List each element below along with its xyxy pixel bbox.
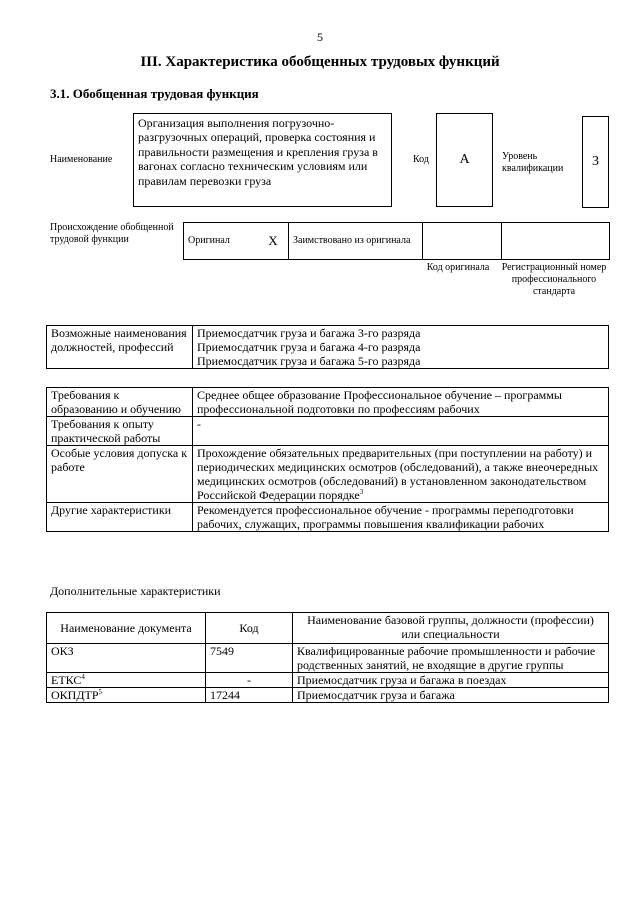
- code-original-caption: Код оригинала: [426, 262, 490, 273]
- level-label: Уровень квалификации: [502, 151, 564, 174]
- origin-label: Происхождение обобщенной трудовой функции: [50, 222, 174, 245]
- table-row: [47, 688, 609, 703]
- borrowed-label: Заимствовано из оригинала: [289, 223, 423, 260]
- name-cell: Квалифицированные рабочие промышленности и рабочие родственных занятий, не входящие в другие группы: [293, 644, 609, 673]
- table-row: [47, 673, 609, 688]
- doc-cell: ОКЗ: [47, 644, 206, 673]
- code-cell: 17244: [206, 688, 293, 703]
- header-code: Код: [206, 613, 293, 644]
- positions-table: [46, 325, 609, 369]
- additional-title: Дополнительные характеристики: [50, 584, 221, 598]
- req-other-value: Рекомендуется профессиональное обучение - программы переподготовки рабочих, служащих, программы повышения квалификации рабочих: [193, 503, 609, 532]
- code-cell: -: [206, 673, 293, 688]
- footnote-4: 4: [81, 673, 85, 681]
- req-experience-label: Требования к опыту практической работы: [47, 417, 193, 446]
- req-experience-value: -: [193, 417, 609, 446]
- code-label: Код: [413, 154, 429, 165]
- reg-number-cell: [502, 223, 610, 260]
- level-value-box: 3: [582, 116, 609, 208]
- name-label: Наименование: [50, 154, 113, 165]
- position-item: Приемосдатчик груза и багажа 5-го разряда: [197, 354, 421, 368]
- subsection-title: 3.1. Обобщенная трудовая функция: [50, 86, 259, 101]
- requirements-table: [46, 387, 609, 532]
- position-item: Приемосдатчик груза и багажа 4-го разряда: [197, 340, 421, 354]
- code-original-cell: [423, 223, 502, 260]
- function-code-box: А: [436, 113, 493, 207]
- function-name-box: Организация выполнения погрузочно-разгрузочных операций, проверка состояния и правильности размещения и крепления груза в вагонах согласно техническим условиям или правилам перевозки груза: [133, 113, 392, 207]
- req-conditions-label: Особые условия допуска к работе: [47, 446, 193, 503]
- positions-label: Возможные наименования должностей, профессий: [47, 326, 193, 369]
- table-row: [47, 644, 609, 673]
- name-cell: Приемосдатчик груза и багажа в поездах: [293, 673, 609, 688]
- code-cell: 7549: [206, 644, 293, 673]
- section-title: III. Характеристика обобщенных трудовых функций: [140, 54, 500, 70]
- page-number: 5: [317, 30, 323, 44]
- additional-table: [46, 612, 609, 703]
- position-item: Приемосдатчик груза и багажа 3-го разряда: [197, 326, 421, 340]
- req-education-value: Среднее общее образование Профессиональное обучение – программы профессиональной подготовки по профессиям рабочих: [193, 388, 609, 417]
- footnote-5: 5: [98, 688, 103, 696]
- doc-cell: ОКПДТР: [51, 688, 99, 702]
- original-mark: Х: [258, 223, 289, 260]
- origin-table: [183, 222, 610, 260]
- original-label: Оригинал: [184, 223, 259, 260]
- req-education-label: Требования к образованию и обучению: [47, 388, 193, 417]
- doc-cell: ЕТКС: [51, 673, 82, 687]
- reg-number-caption: Регистрационный номер профессионального стандарта: [501, 262, 607, 297]
- req-other-label: Другие характеристики: [47, 503, 193, 532]
- name-cell: Приемосдатчик груза и багажа: [293, 688, 609, 703]
- footnote-3: 3: [359, 488, 364, 496]
- header-doc: Наименование документа: [47, 613, 206, 644]
- req-conditions-value: Прохождение обязательных предварительных (при поступлении на работу) и периодических медицинских осмотров (обследований), а также внеочередных медицинских осмотров (обследований) в установленном законодательством Российской Федерации порядке: [197, 446, 599, 502]
- header-name: Наименование базовой группы, должности (профессии) или специальности: [293, 613, 609, 644]
